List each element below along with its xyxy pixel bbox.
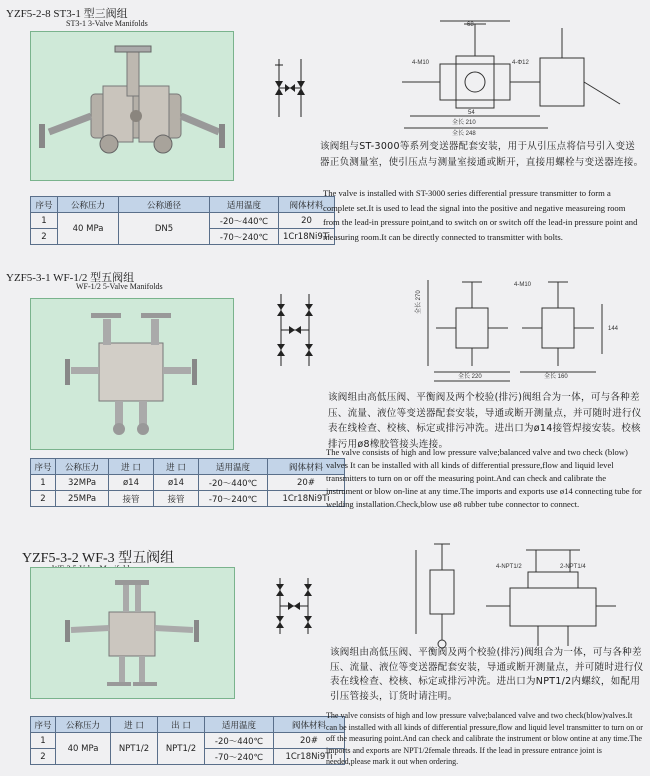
section3-title: YZF5-3-2 WF-3 型五阀组 <box>22 551 175 566</box>
header-cell: 出 口 <box>158 717 205 733</box>
svg-text:4-NPT1/2: 4-NPT1/2 <box>496 564 522 570</box>
header-cell: 进 口 <box>109 459 154 475</box>
table-row <box>31 213 335 229</box>
section1-subtitle: ST3-1 3-Valve Manifolds <box>66 19 148 28</box>
svg-text:144: 144 <box>608 326 619 332</box>
header-cell: 序号 <box>31 197 58 213</box>
st3-1-spec-table <box>30 196 335 245</box>
svg-text:全长 220: 全长 220 <box>458 374 482 380</box>
svg-text:4-M10: 4-M10 <box>412 60 430 66</box>
table-row <box>31 491 345 507</box>
table-cell: DN5 <box>119 213 210 245</box>
table-cell: ø14 <box>154 475 199 491</box>
table-cell: -20～440℃ <box>199 475 268 491</box>
wf-1-2-chinese-description: 该阀组由高低压阀、平衡阀及两个校验(排污)阀组合为一体，可与各种差压、流量、液位等变送器配套安装，导通或断开测量点，并可随时进行仪表在线检查、校核、标定或排污冲洗。进出口为ø14接管焊接安装。校核排污用ø8橡胶管接头连接。 <box>328 392 642 450</box>
table-cell: 1Cr18Ni9Ti <box>274 749 345 765</box>
st3-1-product-photo <box>30 31 234 181</box>
table-cell: 25MPa <box>56 491 109 507</box>
table-cell: 20# <box>268 475 345 491</box>
header-cell: 阀体材料 <box>268 459 345 475</box>
svg-text:54: 54 <box>468 110 475 116</box>
header-cell: 阀体材料 <box>279 197 335 213</box>
wf-1-2-dimension-drawing <box>410 274 619 391</box>
table-cell: 1 <box>31 475 56 491</box>
svg-text:2-NPT1/4: 2-NPT1/4 <box>560 564 586 570</box>
st3-1-chinese-description: 该阀组与ST-3000等系列变送器配套安装，用于从引压点将信号引入变送器正负测量室，使引压点与测量室接通或断开，直接用螺栓与变送器连接。 <box>320 141 644 168</box>
svg-text:全长 248: 全长 248 <box>452 131 476 137</box>
header-cell: 公称通径 <box>119 197 210 213</box>
wf-3-chinese-description: 该阀组由高低压阀、平衡阀及两个校验(排污)阀组合为一体，可与各种差压、流量、液位等变送器配套安装，导通或断开测量点，并可随时进行仪表在线检查、校核、标定或排污冲洗。进出口为NPT1/2内螺纹，如配用引压管接头，订货时请注明。 <box>330 647 644 702</box>
table-cell: 2 <box>31 229 58 245</box>
header-cell: 适用温度 <box>199 459 268 475</box>
svg-text:全长 210: 全长 210 <box>452 120 476 126</box>
wf-1-2-product-photo <box>30 298 234 450</box>
wf-1-2-schematic-symbol <box>265 292 325 373</box>
wf-3-dimension-drawing <box>410 540 622 657</box>
table-cell: 40 MPa <box>58 213 119 245</box>
svg-text:68: 68 <box>467 22 474 28</box>
wf-3-english-description: The valve consists of high and low pressure valve;balanced valve and two check(blow)valves.It can be installed with all kinds of differential pressure,flow and liquid level transmitter to turn on or off the measuring point.And can check and calibrate the instrument or blow ontine at any time.The imports and exports are NPT1/2female threads. If the lead in pressure entrance joint is needed,please mark it out when ordering. <box>326 711 643 766</box>
table-row <box>31 475 345 491</box>
table-cell: -20～440℃ <box>210 213 279 229</box>
table-cell: -20～440℃ <box>205 733 274 749</box>
table-cell: 1Cr18Ni9Ti <box>279 229 335 245</box>
table-cell: 1Cr18Ni9Ti <box>268 491 345 507</box>
svg-text:全长 160: 全长 160 <box>544 374 568 380</box>
table-cell: 1 <box>31 733 56 749</box>
table-cell: -70～240℃ <box>199 491 268 507</box>
table-cell: -70～240℃ <box>205 749 274 765</box>
st3-1-english-description: The valve is installed with ST-3000 series differential pressure transmitter to form a complete set.It is used to lead the signal into the positive and negative measureing room from the lead-in pressure point,and to switch on or switch off the lead-in pressure point and measuring room.It can be directly connected to transmitter with bolts. <box>323 188 638 242</box>
table-cell: 1 <box>31 213 58 229</box>
header-cell: 公称压力 <box>58 197 119 213</box>
st3-1-schematic-symbol <box>265 55 315 126</box>
table-cell: 接管 <box>109 491 154 507</box>
wf-3-spec-table <box>30 716 345 765</box>
wf-3-schematic-symbol <box>264 576 324 641</box>
st3-1-dimension-drawing <box>390 18 638 141</box>
table-cell: 2 <box>31 491 56 507</box>
table-cell: 2 <box>31 749 56 765</box>
svg-text:4-M10: 4-M10 <box>514 282 532 288</box>
table-cell: NPT1/2 <box>111 733 158 765</box>
table-cell: 20# <box>274 733 345 749</box>
table-row <box>31 733 345 749</box>
header-cell: 进 口 <box>111 717 158 733</box>
table-cell: NPT1/2 <box>158 733 205 765</box>
header-cell: 适用温度 <box>210 197 279 213</box>
wf-1-2-english-description: The valve consists of high and low pressure valve;balanced valve and two check (blow) valves It can be installed with all kinds of differential pressure,flow and liquid level transmitters to turn on or off the measuring point.And can check and calibrate the instrument or blow on-line at any time.The imports and exports use ø14 connecting tube for welding installation.Check,blow use ø8 rubber tube connector to connect. <box>326 447 642 509</box>
section2-subtitle: WF-1/2 5-Valve Manifolds <box>76 282 163 291</box>
header-cell: 进 口 <box>154 459 199 475</box>
table-cell: -70～240℃ <box>210 229 279 245</box>
table-cell: 接管 <box>154 491 199 507</box>
svg-text:全长 270: 全长 270 <box>416 290 422 314</box>
header-cell: 公称压力 <box>56 459 109 475</box>
svg-text:4-Φ12: 4-Φ12 <box>512 60 529 66</box>
table-cell: 20 <box>279 213 335 229</box>
wf-3-product-photo <box>30 567 235 699</box>
section1-title: YZF5-2-8 ST3-1 型三阀组 <box>6 8 128 20</box>
header-cell: 适用温度 <box>205 717 274 733</box>
wf-1-2-spec-table <box>30 458 345 507</box>
header-cell: 序号 <box>31 459 56 475</box>
table-cell: 40 MPa <box>56 733 111 765</box>
section2-title: YZF5-3-1 WF-1/2 型五阀组 <box>6 272 135 284</box>
header-cell: 阀体材料 <box>274 717 345 733</box>
header-cell: 公称压力 <box>56 717 111 733</box>
header-cell: 序号 <box>31 717 56 733</box>
table-cell: 32MPa <box>56 475 109 491</box>
table-cell: ø14 <box>109 475 154 491</box>
